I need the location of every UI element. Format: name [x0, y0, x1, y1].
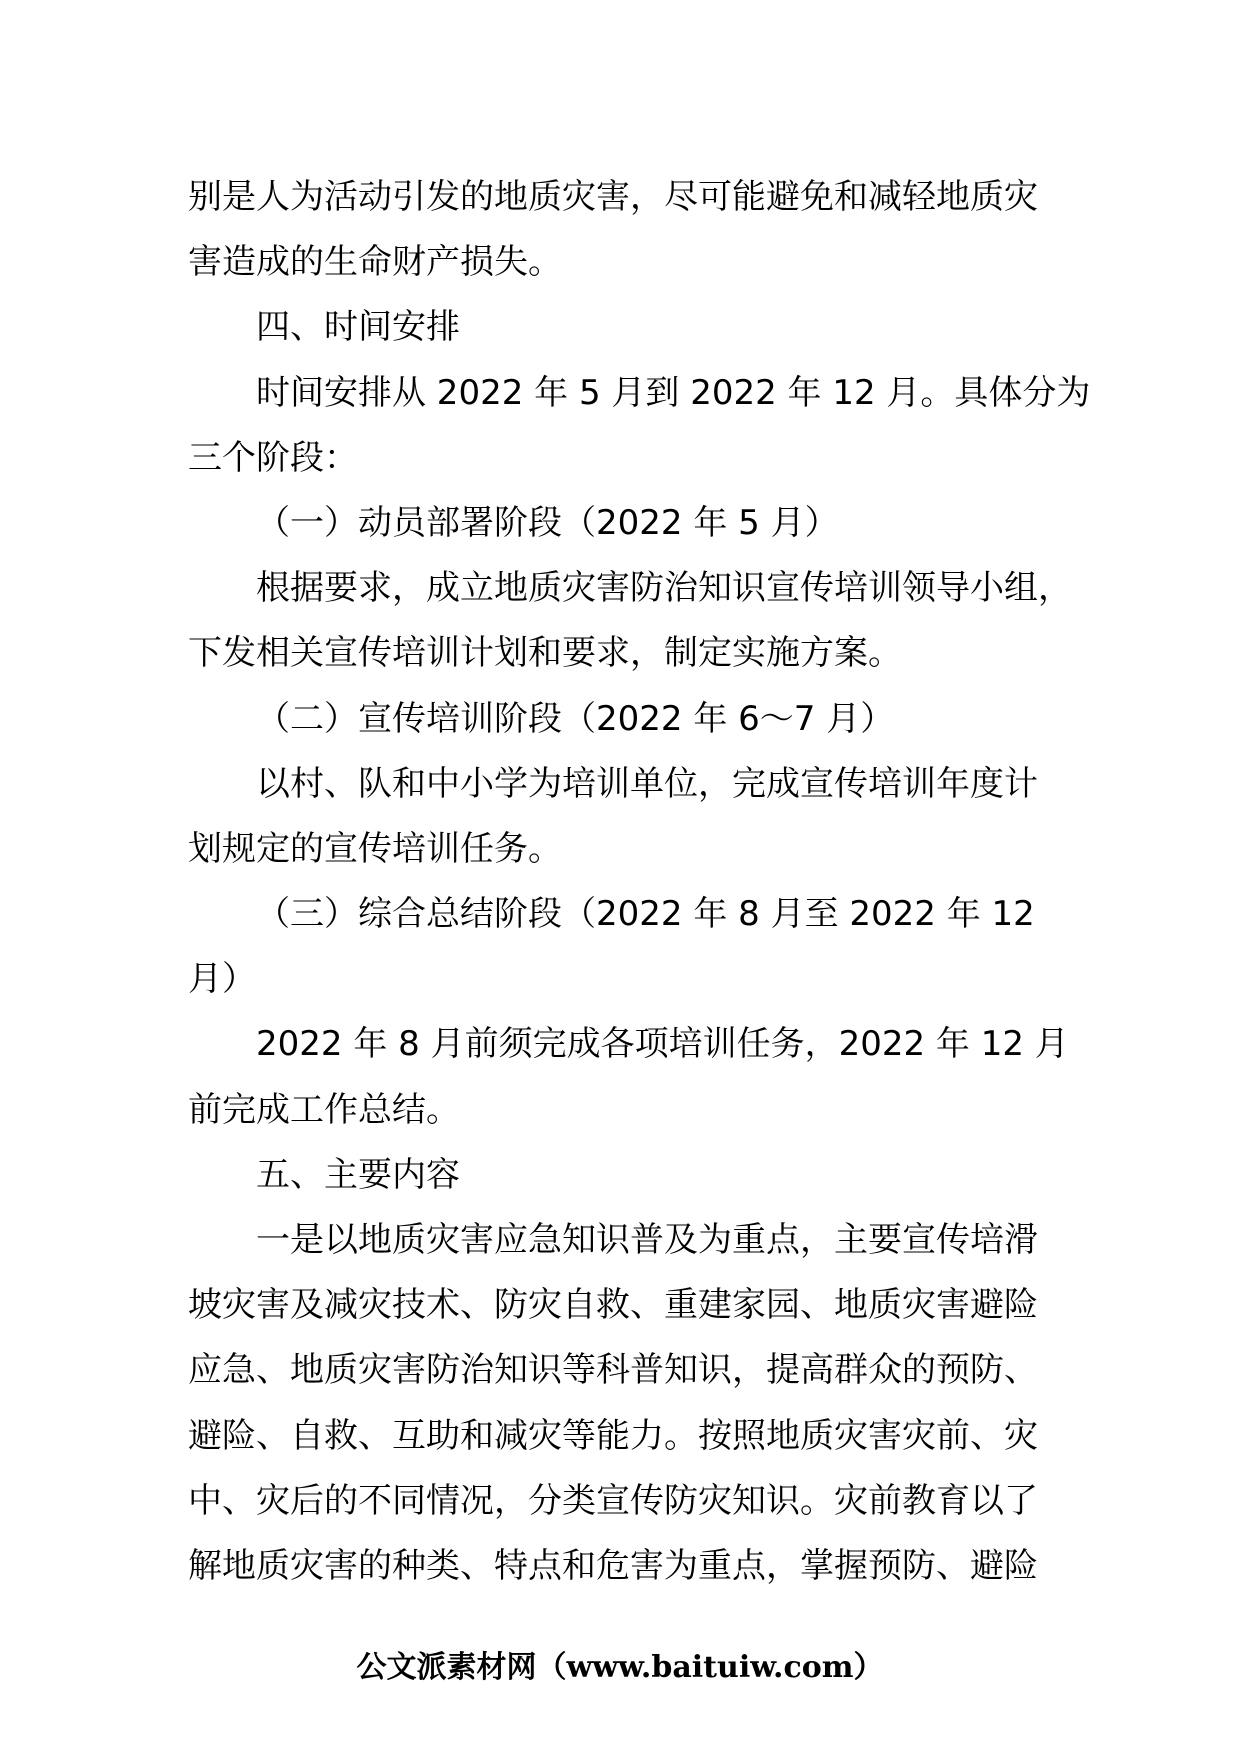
- footer-watermark: 公文派素材网（www.baituiw.com）: [356, 1650, 884, 1685]
- text-line: 时间安排从 2022 年 5 月到 2022 年 12 月。具体分为: [256, 372, 1091, 413]
- text-line: 划规定的宣传培训任务。: [188, 828, 562, 869]
- document-body: [188, 165, 1091, 1599]
- text-line: 下发相关宣传培训计划和要求，制定实施方案。: [188, 633, 902, 674]
- text-line: 避险、自救、互助和减灾等能力。按照地质灾害灾前、灾: [188, 1415, 1038, 1456]
- text-line: 三个阶段：: [188, 437, 358, 478]
- text-line: 根据要求，成立地质灾害防治知识宣传培训领导小组，: [256, 568, 1072, 609]
- text-line: 解地质灾害的种类、特点和危害为重点，掌握预防、避险: [188, 1545, 1038, 1586]
- text-line: 中、灾后的不同情况，分类宣传防灾知识。灾前教育以了: [188, 1480, 1038, 1521]
- text-line: 月）: [188, 959, 256, 1000]
- text-line: 以村、队和中小学为培训单位，完成宣传培训年度计: [256, 763, 1038, 804]
- text-line: 坡灾害及减灾技术、防灾自救、重建家园、地质灾害避险: [188, 1285, 1038, 1326]
- text-line: （二）宣传培训阶段（2022 年 6～7 月）: [256, 698, 895, 739]
- text-line: 害造成的生命财产损失。: [188, 242, 562, 283]
- text-line: 前完成工作总结。: [188, 1089, 460, 1130]
- text-line: 2022 年 8 月前须完成各项培训任务，2022 年 12 月: [256, 1024, 1069, 1065]
- text-line: 别是人为活动引发的地质灾害，尽可能避免和减轻地质灾: [188, 177, 1038, 217]
- text-line: 应急、地质灾害防治知识等科普知识，提高群众的预防、: [188, 1350, 1038, 1391]
- text-line: （一）动员部署阶段（2022 年 5 月）: [256, 502, 839, 543]
- text-line: 一是以地质灾害应急知识普及为重点，主要宣传培滑: [256, 1220, 1038, 1260]
- text-line: （三）综合总结阶段（2022 年 8 月至 2022 年 12: [256, 894, 1035, 935]
- text-line: 四、时间安排: [256, 307, 460, 348]
- text-line: 五、主要内容: [256, 1154, 460, 1195]
